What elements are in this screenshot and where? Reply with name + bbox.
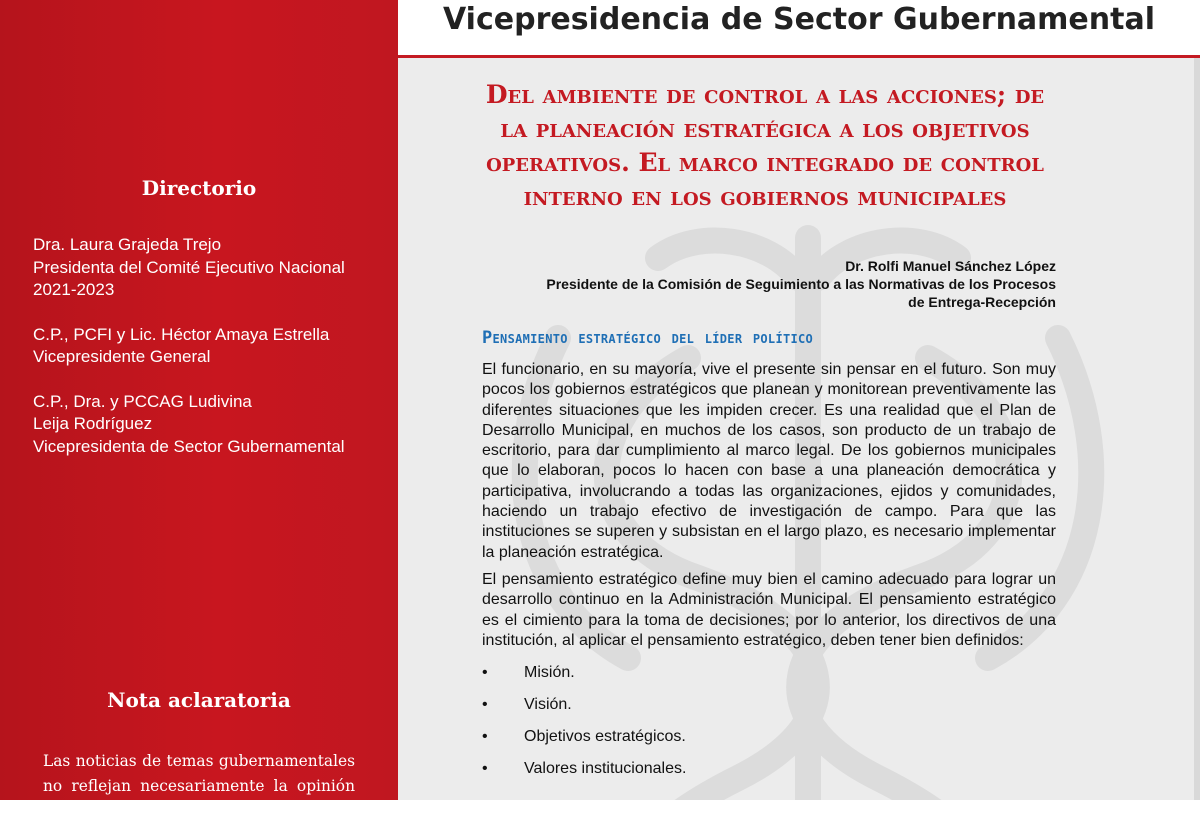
section-heading: Pensamiento estratégico del líder político: [482, 328, 814, 348]
directory-line: Dra. Laura Grajeda Trejo: [33, 235, 222, 254]
main-panel: [398, 58, 1200, 800]
header: [398, 0, 1200, 58]
directory-entry: [33, 324, 383, 369]
sidebar: [0, 0, 398, 820]
directory-entry: [33, 234, 383, 302]
byline: [458, 257, 1056, 311]
directory-line: C.P., Dra. y PCCAG Ludivina: [33, 391, 252, 411]
paragraph: El funcionario, en su mayoría, vive el presente sin pensar en el futuro. Son muy pocos los gobiernos estratégicos que planean y monitorean preventivamente las diferentes situaciones que les impiden crecer. Es una realidad que el Plan de Desarrollo Municipal, en muchos de los casos, son producto de un trabajo de escritorio, para dar cumplimiento al marco legal. De los gobiernos municipales que lo elaboran, pocos lo hacen con base a una planeación democrática y participativa, involucrando a todas las organizaciones, ejidos y comunidades, haciendo un trabajo efectivo de investigación de campo. Para que las instituciones se superen y subsistan en el largo plazo, es necesario implementar la planeación estratégica.: [482, 361, 1056, 561]
directory-line: 2021-2023: [33, 280, 115, 299]
list-item: [482, 727, 1056, 759]
bullet-symbol: •: [482, 696, 488, 714]
bullet-symbol: •: [482, 728, 488, 746]
article-body: [482, 360, 1056, 791]
directorio-heading: Directorio: [141, 176, 257, 200]
paragraph: El pensamiento estratégico define muy bien el camino adecuado para lograr un desarrollo continuo en la Administración Municipal. El pensamiento estratégico es el cimiento para la toma de decisiones; por lo anterior, los directivos de una institución, al aplicar el pensamiento estratégico, deben tener bien definidos:: [482, 570, 1056, 649]
header-title: Vicepresidencia de Sector Gubernamental: [442, 2, 1156, 37]
author-role: Presidente de la Comisión de Seguimiento a las Normativas de los Procesos: [546, 276, 1056, 292]
list-item-text: Objetivos estratégicos.: [524, 728, 686, 746]
list-item: [482, 663, 1056, 695]
directory-line: C.P., PCFI y Lic. Héctor Amaya Estrella: [33, 324, 330, 344]
directory-list: [33, 234, 383, 480]
list-item: [482, 759, 1056, 791]
directory-line: Vicepresidenta de Sector Gubernamental: [33, 436, 345, 456]
list-item-text: Valores institucionales.: [524, 760, 687, 778]
list-item-text: Misión.: [524, 664, 575, 682]
right-edge: [1194, 58, 1200, 800]
directory-line: Presidenta del Comité Ejecutivo Nacional: [33, 257, 345, 277]
directory-line: Leija Rodríguez: [33, 414, 153, 433]
nota-heading: Nota aclaratoria: [107, 688, 291, 712]
list-item-text: Visión.: [524, 696, 572, 714]
author-role: de Entrega-Recepción: [908, 294, 1056, 310]
directory-line: Vicepresidente General: [33, 347, 211, 366]
bullet-symbol: •: [482, 664, 488, 682]
author-name: Dr. Rolfi Manuel Sánchez López: [845, 258, 1056, 274]
bullet-list: [482, 663, 1056, 791]
directory-entry: [33, 391, 383, 459]
nota-text: Las noticias de temas gubernamentales no reflejan necesariamente la opinión del: [43, 752, 355, 820]
article-title: Del ambiente de control a las acciones; de la planeación estratégica a los objetivos operativos. El marco integrado de control interno en los gobiernos municipales: [485, 80, 1045, 211]
list-item: [482, 695, 1056, 727]
bullet-symbol: •: [482, 760, 488, 778]
